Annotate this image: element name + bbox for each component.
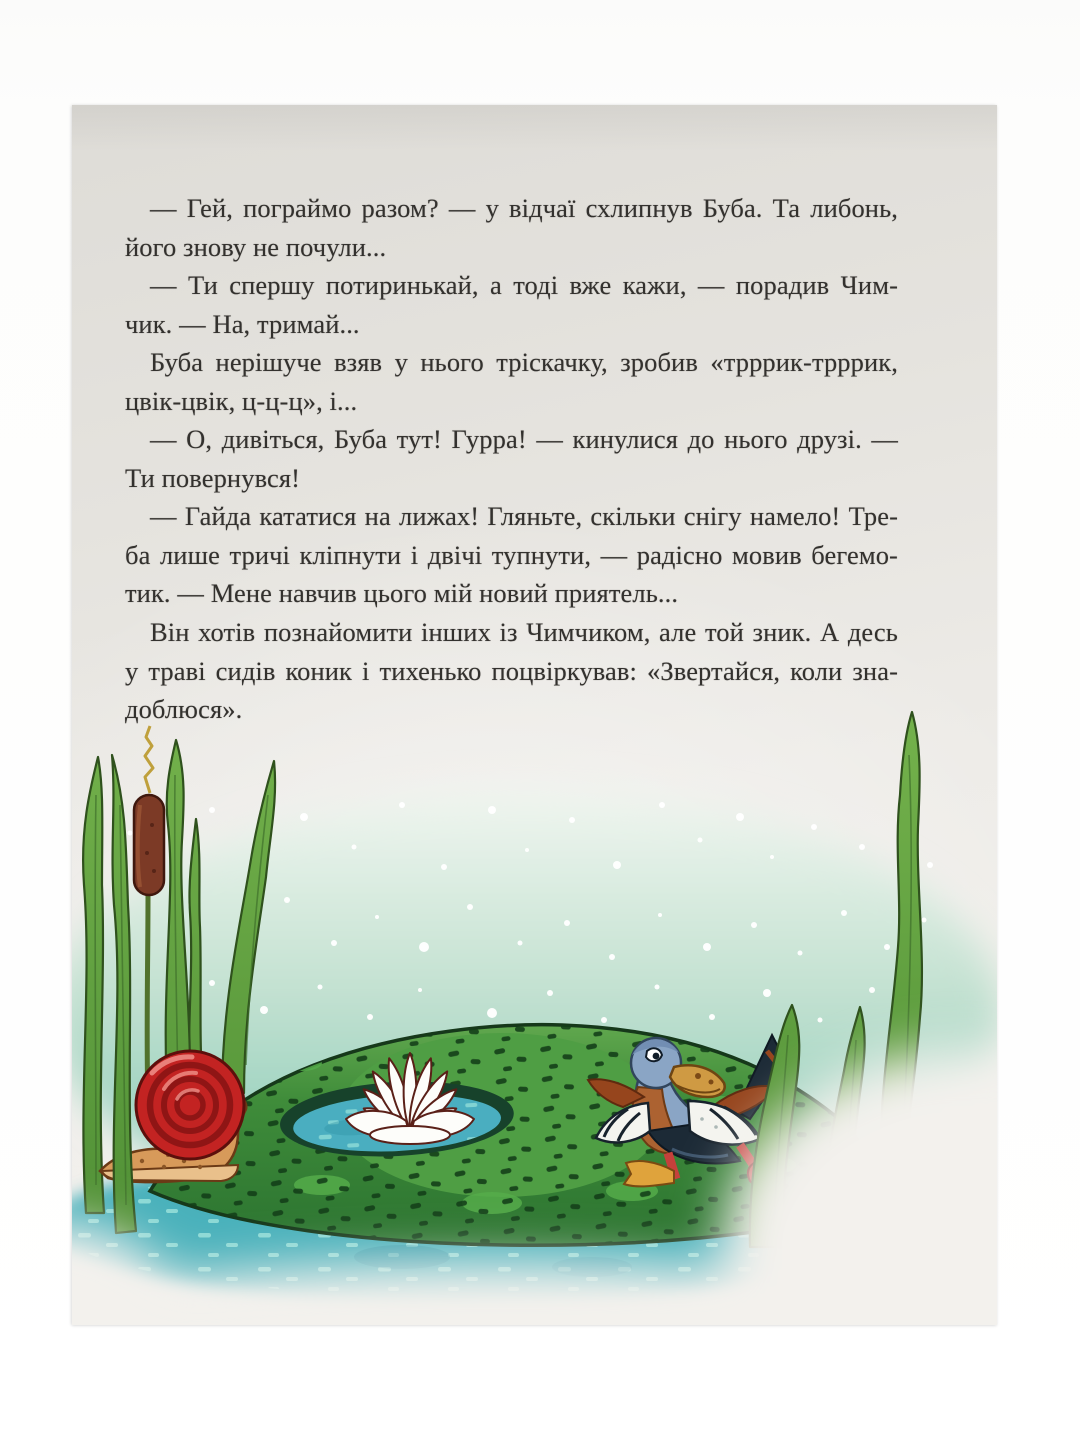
text-line: — О, дивіться, Буба тут! Гурра! — кинулися до нього друзі. — [150, 424, 898, 455]
text-line: — Ти спершу потиринькай, а тоді вже кажи, — порадив Чим- [150, 270, 898, 301]
cattail-tip [145, 726, 153, 793]
pond-illustration [72, 105, 997, 1325]
text-line: тик. — Мене навчив цього мій новий приятель... [125, 578, 679, 609]
text-line: Він хотів познайомити інших із Чимчиком, але той зник. А десь [150, 617, 898, 648]
snail-shell [136, 1051, 244, 1159]
text-line: доблюся». [125, 694, 243, 725]
text-line: — Гайда кататися на лижах! Гляньте, скільки снігу намело! Тре- [150, 501, 898, 532]
reed-blade [83, 757, 104, 1213]
text-line: Ти повернувся! [125, 462, 301, 493]
text-line: цвік-цвік, ц-ц-ц», і... [125, 385, 358, 416]
book-page [72, 105, 997, 1325]
text-line: — Гей, пограймо разом? — у відчаї схлипнув Буба. Та либонь, [150, 193, 898, 223]
text-line: ба лише тричі кліпнути і двічі тупнути, — радісно мовив бегемо- [125, 539, 898, 570]
text-line: Буба нерішуче взяв у нього тріскачку, зробив «трррик-трррик, [150, 347, 898, 378]
text-line: чик. — На, тримай... [125, 308, 360, 339]
text-line: його знову не почули... [125, 231, 387, 262]
text-line: у траві сидів коник і тихенько поцвіркував: «Звертайся, коли зна- [125, 655, 898, 686]
